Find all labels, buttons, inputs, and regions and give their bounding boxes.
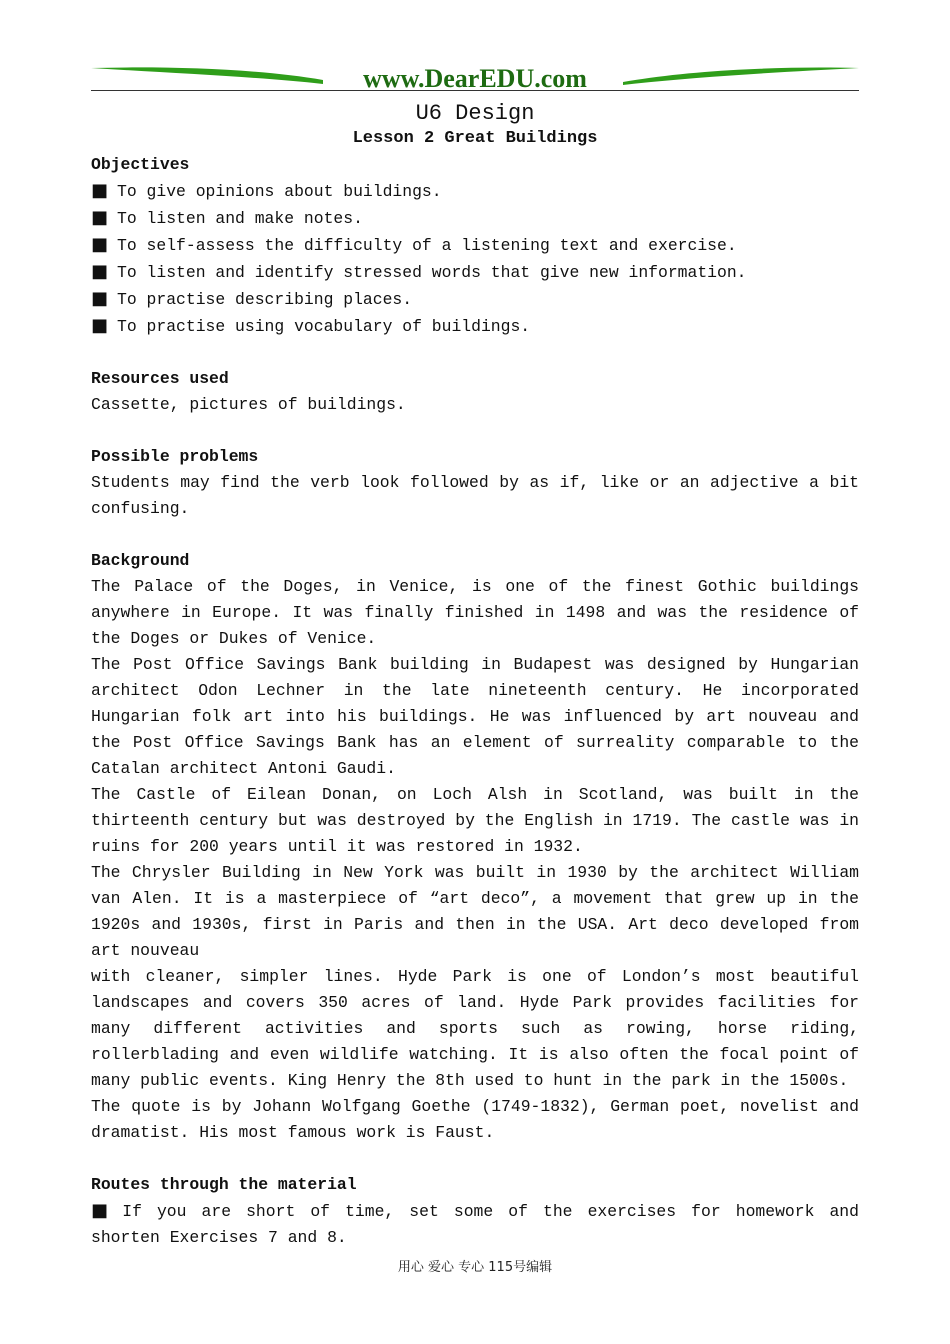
background-paragraph: with cleaner, simpler lines. Hyde Park is one of London’s most beautiful landscapes and covers 350 acres of land. Hyde Park provides facilities for many different activities and sports such as rowing, horse riding, rollerblading and even wildlife watching. It is also often the focal point of many public events. King Henry the 8th used to hunt in the park in the 1500s. (91, 967, 859, 1090)
objectives-heading: Objectives (91, 155, 190, 174)
routes-heading: Routes through the material (91, 1175, 357, 1194)
page-title: U6 Design (415, 101, 535, 126)
background-paragraph: The Post Office Savings Bank building in Budapest was designed by Hungarian architect Odon Lechner in the late nineteenth century. He incorporated Hungarian folk art into his buildings. He was influenced by art nouveau and the Post Office Savings Bank has an element of surreality comparable to the Catalan architect Antoni Gaudi. (91, 655, 859, 778)
objective-item: ■ To practise using vocabulary of buildings. (91, 313, 859, 340)
lesson-subtitle: Lesson 2 Great Buildings (352, 129, 598, 148)
objective-item: ■ To practise describing places. (91, 286, 859, 313)
logo-text: www.DearEDU.com (363, 64, 587, 93)
page-footer: 用心 爱心 专心 115号编辑 (397, 1260, 553, 1275)
objective-item: ■ To listen and identify stressed words that give new information. (91, 259, 859, 286)
resources-heading: Resources used (91, 369, 229, 388)
document-body (91, 152, 859, 1251)
objective-item: ■ To give opinions about buildings. (91, 178, 859, 205)
background-heading: Background (91, 551, 190, 570)
objective-item: ■ To listen and make notes. (91, 205, 859, 232)
background-paragraph: The quote is by Johann Wolfgang Goethe (1749-1832), German poet, novelist and dramatist. His most famous work is Faust. (91, 1097, 859, 1142)
resources-text: Cassette, pictures of buildings. (91, 395, 406, 414)
site-header-logo (91, 60, 859, 94)
background-paragraph: The Palace of the Doges, in Venice, is one of the finest Gothic buildings anywhere in Europe. It was finally finished in 1498 and was the residence of the Doges or Dukes of Venice. (91, 577, 859, 648)
problems-heading: Possible problems (91, 447, 259, 466)
green-swoosh-logo (91, 60, 859, 94)
objective-item: ■ To self-assess the difficulty of a listening text and exercise. (91, 232, 859, 259)
background-paragraph: The Chrysler Building in New York was built in 1930 by the architect William van Alen. It is a masterpiece of “art deco”, a movement that grew up in the 1920s and 1930s, first in Paris and then in the USA. Art deco developed from art nouveau (91, 863, 859, 960)
background-paragraph: The Castle of Eilean Donan, on Loch Alsh in Scotland, was built in the thirteenth century but was destroyed by the English in 1719. The castle was in ruins for 200 years until it was restored in 1932. (91, 785, 859, 856)
routes-item: ■ If you are short of time, set some of the exercises for homework and shorten Exercises 7 and 8. (91, 1198, 859, 1251)
problems-text: Students may find the verb look followed by as if, like or an adjective a bit confusing. (91, 473, 859, 518)
header-rule (91, 90, 859, 91)
